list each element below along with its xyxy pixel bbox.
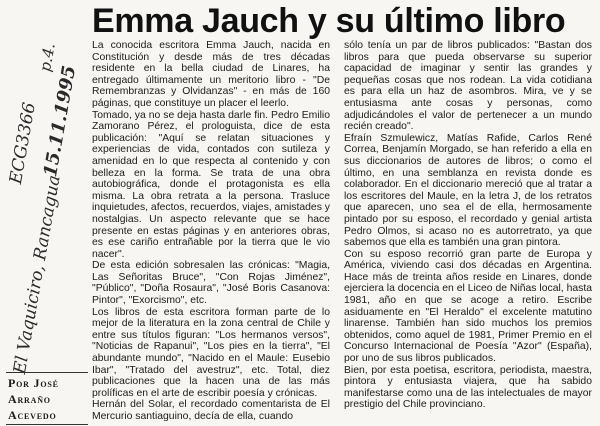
paragraph: Los libros de esta escritora forman parte de lo mejor de la literatura en la zona central de Chile y entre sus títulos figuran: "Los hermanos versos", "Noticias de Rapanui", "Los pies en la tierra", "El abundante mundo", "Nacido en el Maule: Eusebio Ibar", "Tratado del avestruz", etc. Total, diez publicaciones que la hacen una de las más prolíficas en el arte de escribir poesía y crónicas.: [92, 306, 330, 399]
paragraph: Hernán del Solar, el recordado comentarista de El Mercurio santiaguino, decía de ella, cuando: [92, 399, 330, 422]
byline-line: Arraño: [8, 392, 51, 406]
paragraph: Con su esposo recorrió gran parte de Europa y América, viviendo casi dos décadas en Argentina. Hace más de treinta años reside en Linares, donde ejerciera la docencia en el Liceo de Niñas local, hasta 1981, año en que se acoge a retiro. Escribe asiduamente en "El Heraldo" el excelente matutino linarense. También han sido muchos los premios obtenidos, como aquel de 1981, Primer Premio en el Concurso Internacional de Poesía "Azor" (España), por uno de sus libros publicados.: [344, 248, 592, 365]
paragraph: sólo tenía un par de libros publicados: "Bastan dos libros para que pueda observarse su superior capacidad de imaginar y sentir las grandes y pequeñas cosas que nos rodean. La vida cotidiana es para ella un haz de asombros. Mira, ve y se entusiasma ante cosas y personas, como adjudicándoles el valor de pertenecer a un mundo recién creado".: [344, 40, 592, 133]
paragraph: Efraín Szmulewicz, Matías Rafide, Carlos René Correa, Benjamín Morgado, se han referido a ella en sus diccionarios de autores de libros; o como el último, en una semblanza en revista donde es colaborador. En el diccionario mereció que al tratar a los escritores del Maule, en la letra J, de los retratos que aparecen, uno sea el de ella, hermosamente pintado por su esposo, el recordado y genial artista Pedro Olmos, si acaso no es autorretrato, ya que sabemos que ella es también una gran pintora.: [344, 132, 592, 249]
handwritten-page-number: p.4.: [36, 41, 59, 74]
handwritten-margin: [0, 0, 92, 376]
handwritten-source: El Vaquiciro, Rancagua: [10, 173, 65, 376]
paragraph: La conocida escritora Emma Jauch, nacida en Constitución y desde más de tres décadas residente en la bella ciudad de Linares, ha entregado últimamente un meritorio libro - "De Remembranzas y Olvidanzas" - en más de 160 páginas, que constituye un placer el leerlo.: [92, 40, 330, 109]
byline-line: Acevedo: [8, 408, 57, 422]
paragraph: Bien, por esta poetisa, escritora, periodista, maestra, pintora y entusiasta viajera, que ha sabido manifestarse como una de las intelectuales de mayor prestigio del Chile provinciano.: [344, 364, 592, 411]
headline: Emma Jauch y su último libro: [92, 2, 566, 40]
paragraph: Tomado, ya no se deja hasta darle fin. Pedro Emilio Zamorano Pérez, el prologuista, dice de esta publicación: "Aquí se relatan situaciones y experiencias de vida, contados con sutileza y amenidad en lo que respecta al contenido y con belleza en la forma. Se trata de una obra autobiográfica, donde el protagonista es ella misma. La obra retrata a la persona. Trasluce inquietudes, afectos, recuerdos, viajes, amistades y nostalgias. Un aspecto relevante que se hace presente en estas páginas y en anteriores obras, es ese cariño entrañable por la tierra que le vio nacer".: [92, 109, 330, 260]
handwritten-catalog-code: ECG3366: [6, 100, 40, 186]
article-column-left: [92, 40, 330, 423]
byline: [6, 372, 88, 425]
paragraph: De esta edición sobresalen las crónicas: "Magia, Las Señoritas Bruce", "Con Rojas Jiménez", "Público", "Doña Rosaura", "José Boris Casanova: Pintor", "Exorcismo", etc.: [92, 260, 330, 307]
byline-line: Por José: [8, 376, 59, 390]
handwritten-date: 15.11.1995: [40, 63, 81, 179]
article-column-right: [344, 40, 592, 411]
